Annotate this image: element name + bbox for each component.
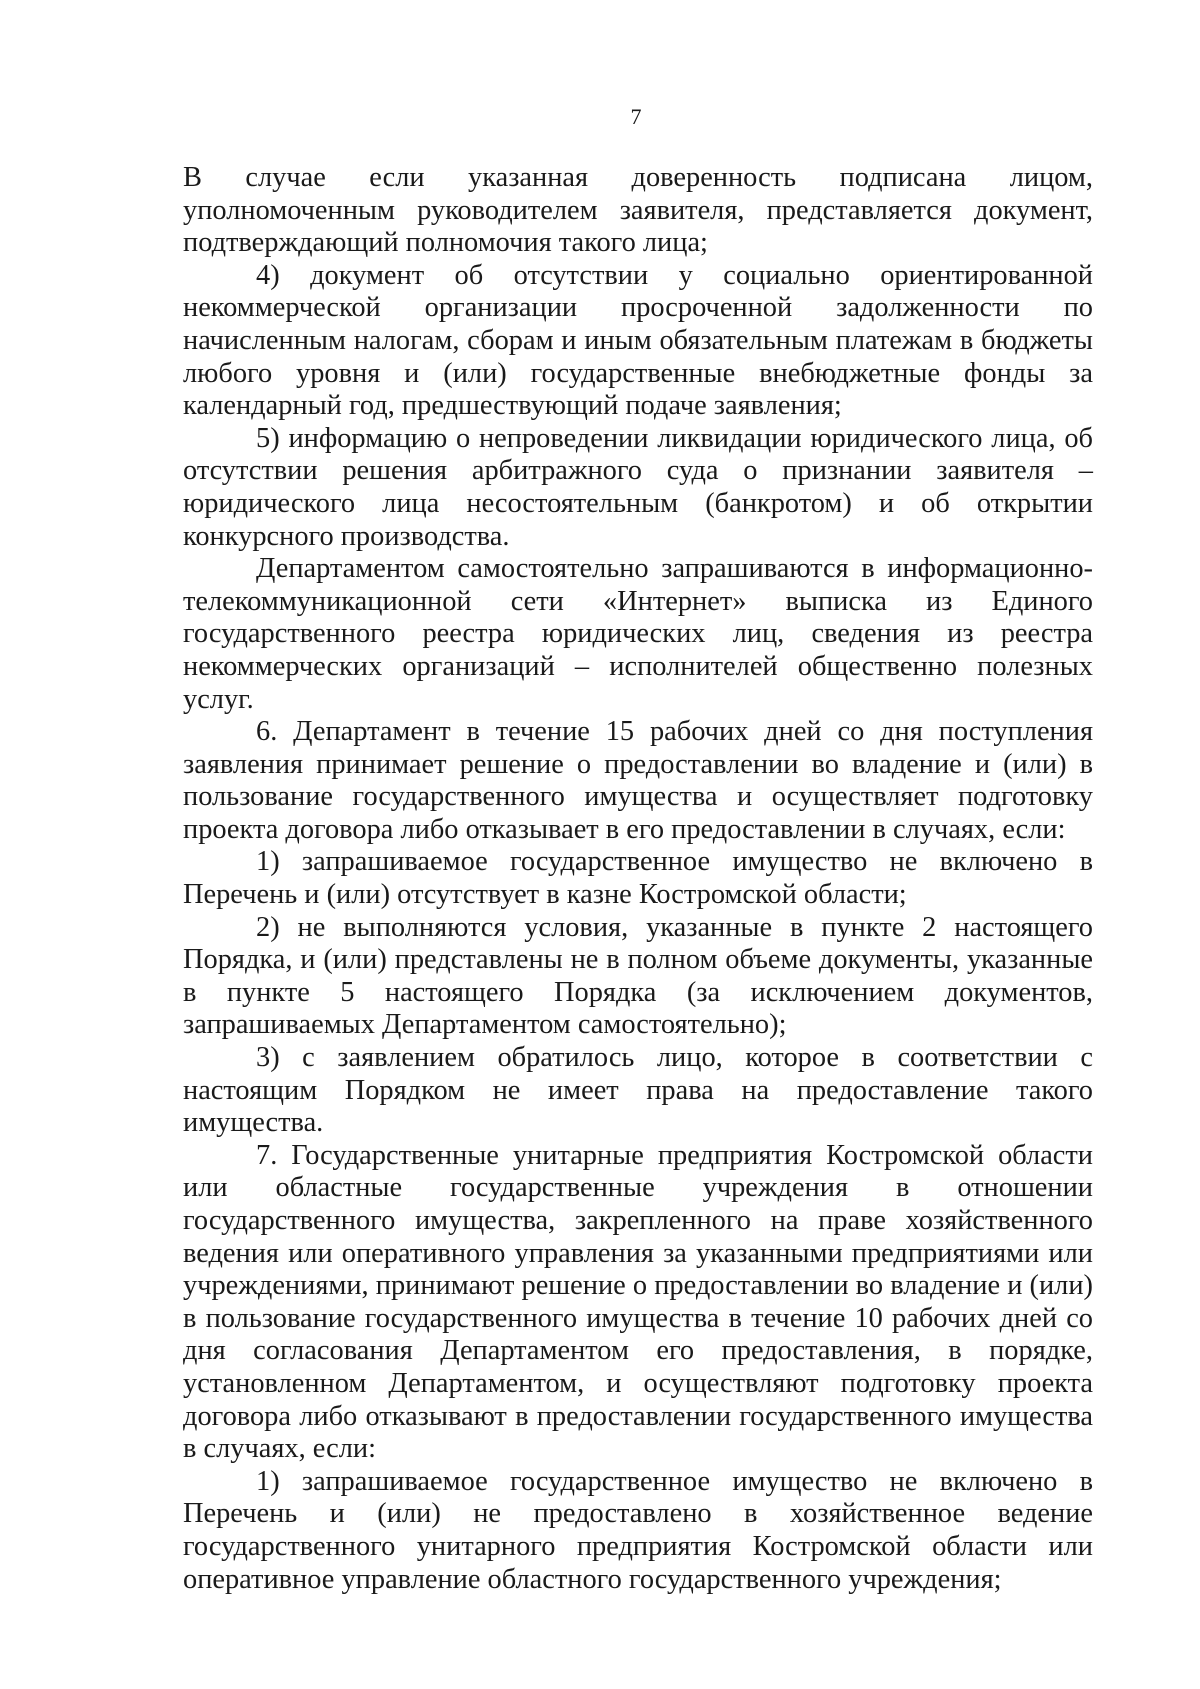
paragraph-department-requests: Департаментом самостоятельно запрашиваются в информационно-телекоммуникационной сети «Интернет» выписка из Единого государственного реестра юридических лиц, сведения из реестра некоммерческих организаций – исполнителей общественно полезных услуг. [183, 553, 1093, 715]
document-body [183, 162, 1093, 1596]
page-number: 7 [630, 104, 642, 129]
paragraph-section-6-item-3: 3) с заявлением обратилось лицо, которое в соответствии с настоящим Порядком не имеет права на предоставление такого имущества. [183, 1042, 1093, 1139]
paragraph-section-6: 6. Департамент в течение 15 рабочих дней со дня поступления заявления принимает решение о предоставлении во владение и (или) в пользование государственного имущества и осуществляет подготовку проекта договора либо отказывает в его предоставлении в случаях, если: [183, 716, 1093, 845]
paragraph-item-4-debt-document: 4) документ об отсутствии у социально ориентированной некоммерческой организации просроченной задолженности по начисленным налогам, сборам и иным обязательным платежам в бюджеты любого уровня и (или) государственные внебюджетные фонды за календарный год, предшествующий подаче заявления; [183, 259, 1093, 422]
paragraph-section-7: 7. Государственные унитарные предприятия Костромской области или областные государственные учреждения в отношении государственного имущества, закрепленного на праве хозяйственного ведения или оперативного управления за указанными предприятиями или учреждениями, принимают решение о предоставлении во владение и (или) в пользование государственного имущества в течение 10 рабочих дней со дня согласования Департаментом его предоставления, в порядке, установленном Департаментом, и осуществляют подготовку проекта договора либо отказывают в предоставлении государственного имущества в случаях, если: [183, 1139, 1093, 1465]
paragraph-section-6-item-1: 1) запрашиваемое государственное имущество не включено в Перечень и (или) отсутствует в казне Костромской области; [183, 846, 1093, 911]
paragraph-section-6-item-2: 2) не выполняются условия, указанные в пункте 2 настоящего Порядка, и (или) представлены не в полном объеме документы, указанные в пункте 5 настоящего Порядка (за исключением документов, запрашиваемых Департаментом самостоятельно); [183, 911, 1093, 1041]
paragraph-power-of-attorney: В случае если указанная доверенность подписана лицом, уполномоченным руководителем заявителя, представляется документ, подтверждающий полномочия такого лица; [183, 162, 1093, 259]
paragraph-item-5-liquidation-info: 5) информацию о непроведении ликвидации юридического лица, об отсутствии решения арбитражного суда о признании заявителя – юридического лица несостоятельным (банкротом) и об открытии конкурсного производства. [183, 422, 1093, 552]
paragraph-section-7-item-1: 1) запрашиваемое государственное имущество не включено в Перечень и (или) не предоставлено в хозяйственное ведение государственного унитарного предприятия Костромской области или оперативное управление областного государственного учреждения; [183, 1465, 1093, 1595]
